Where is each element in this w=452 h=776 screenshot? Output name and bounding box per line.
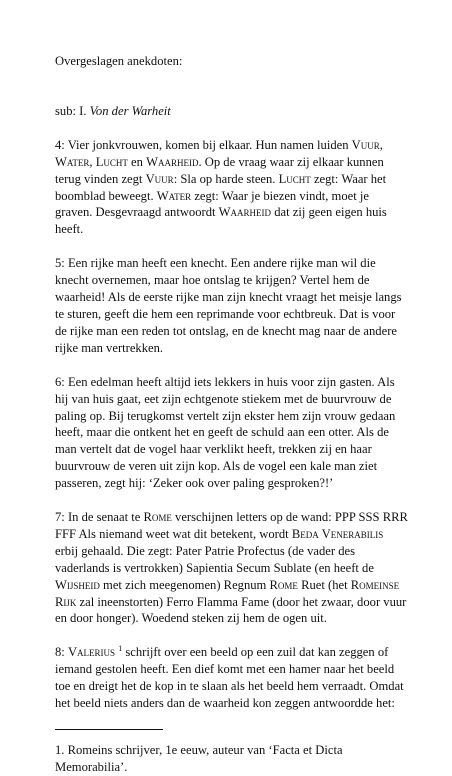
name-rome: Rome bbox=[269, 577, 298, 592]
text-run: verschijnen letters op de wand: PPP SSS RRR FFF Als niemand weet wat dit betekent, wordt bbox=[55, 510, 408, 541]
anecdote-4 bbox=[55, 137, 408, 238]
name-beda: Beda Venerabilis bbox=[291, 526, 384, 541]
name-lucht: Lucht bbox=[95, 154, 128, 169]
text-run: 8: bbox=[55, 645, 68, 660]
text-run: : Sla op harde steen. bbox=[173, 171, 279, 186]
text-run: schrijft over een beeld op een zuil dat kan zeggen of iemand gestolen heeft. Een dief komt met een hamer naar het beeld toe en dreigt het de kop in te slaan als het beeld hem verraadt. Omdat het beeld niets anders dan de waarheid kon zeggen antwoordde het: bbox=[55, 645, 404, 711]
anecdote-8 bbox=[55, 644, 408, 712]
sub-title: Von der Warheit bbox=[89, 103, 171, 118]
text-run: zegt: Waar het boomblad beweegt. bbox=[55, 171, 387, 203]
anecdote-7 bbox=[55, 509, 408, 627]
name-wijsheid: Wijsheid bbox=[55, 577, 100, 592]
text-run: dat zij geen eigen huis heeft. bbox=[55, 205, 387, 237]
text-run: , bbox=[89, 154, 96, 169]
name-vuur: Vuur bbox=[351, 137, 380, 152]
text-run: , bbox=[379, 137, 383, 152]
text-run: erbij gehaald. Die zegt: Pater Patrie Profectus (de vader des vaderlands is vertrokken) Sapientia Secum Sublate (en heeft de bbox=[55, 543, 374, 575]
name-vuur: Vuur bbox=[145, 171, 174, 186]
text-run: 4: Vier jonkvrouwen, komen bij elkaar. Hun namen luiden bbox=[55, 137, 352, 152]
text-run: zal ineenstorten) Ferro Flamma Fame (door het zwaar, door vuur en door honger). Woedend steken zij hem de ogen uit. bbox=[55, 594, 407, 626]
text-run: en bbox=[127, 154, 147, 169]
sub-prefix: sub: I. bbox=[55, 103, 90, 118]
sub-heading bbox=[55, 103, 408, 120]
name-water: Water bbox=[55, 154, 90, 169]
name-waarheid: Waarheid bbox=[218, 205, 272, 220]
footnote-marker[interactable]: 1 bbox=[118, 644, 123, 654]
name-valerius: Valerius bbox=[67, 645, 116, 660]
name-romeinse-rijk: Romeinse Rijk bbox=[55, 577, 400, 609]
section-heading: Overgeslagen anekdoten: bbox=[55, 54, 183, 68]
text-run: . Op de vraag waar zij elkaar kunnen terug vinden zegt bbox=[55, 154, 384, 186]
footnote: 1. Romeins schrijver, 1e eeuw, auteur van ‘Facta et Dicta Memorabilia’. bbox=[55, 743, 343, 774]
anecdote-5: 5: Een rijke man heeft een knecht. Een andere rijke man wil die knecht overnemen, maar hoe ontslag te krijgen? Vertel hem de waarheid! Als de eerste rijke man zijn knecht vraagt het meisje langs te sturen, geeft die hem een reprimande voor echtbreuk. Dat is voor de rijke man een reden tot ontslag, en de knecht mag naar de andere rijke man vertrekken. bbox=[55, 256, 402, 355]
footnote-divider bbox=[55, 729, 163, 730]
name-lucht: Lucht bbox=[278, 171, 311, 186]
text-run: zegt: Waar je biezen vindt, moet je graven. Desgevraagd antwoordt bbox=[55, 188, 369, 220]
name-rome: Rome bbox=[143, 510, 172, 525]
text-run: Ruet (het bbox=[297, 577, 351, 592]
anecdote-6: 6: Een edelman heeft altijd iets lekkers in huis voor zijn gasten. Als hij van huis gaat, eet zijn echtgenote stiekem met de buurvrouw de paling op. Bij terugkomst vertelt zijn ekster hem zijn vrouw gedaan heeft, maar die ontkent het en geeft de schuld aan een otter. Als de man vertelt dat de vogel haar verklikt heeft, trekken zij en haar buurvrouw de veren uit zijn kop. Als de vogel een kale man ziet passeren, zegt hij: ‘Zeker ook over paling gesproken?!’ bbox=[55, 374, 396, 491]
name-waarheid: Waarheid bbox=[146, 154, 199, 169]
name-water: Water bbox=[156, 188, 192, 203]
text-run: met zich meegenomen) Regnum bbox=[99, 577, 270, 592]
text-run: 7: In de senaat te bbox=[55, 510, 144, 525]
